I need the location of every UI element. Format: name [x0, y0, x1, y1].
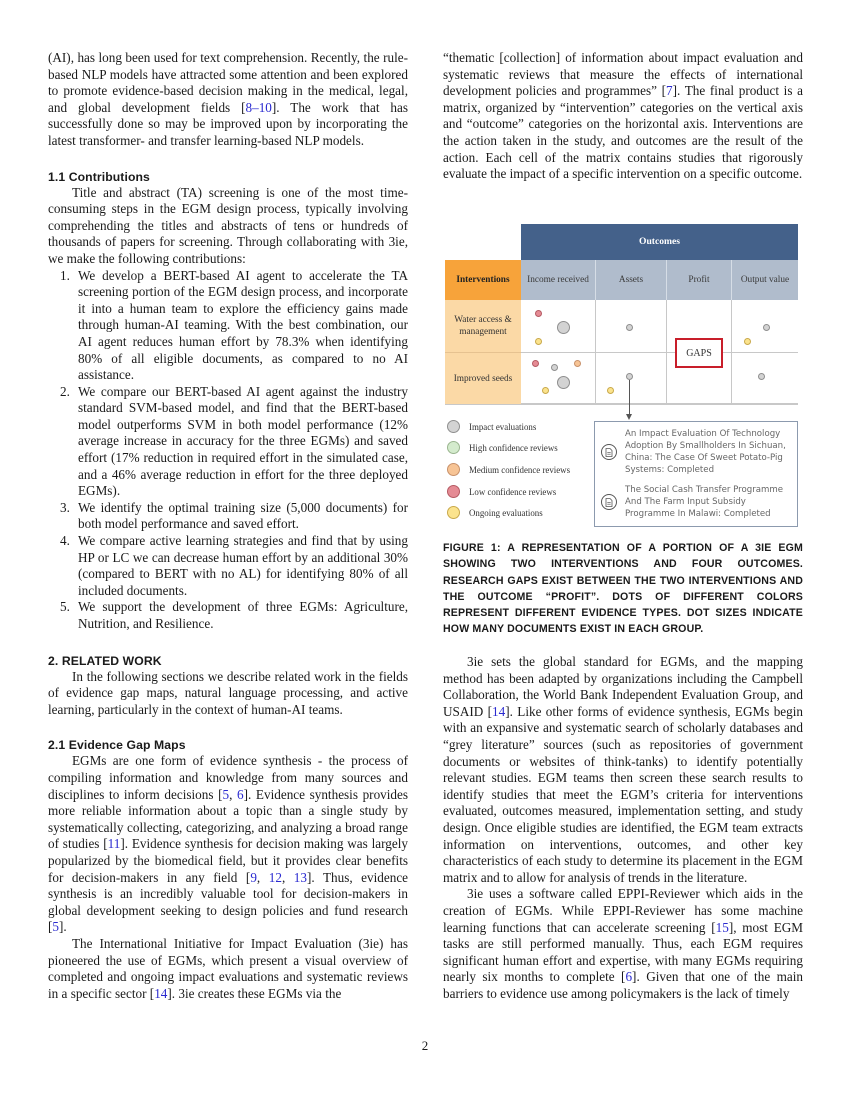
column-header-profit: Profit	[667, 260, 732, 300]
contributions-list	[48, 268, 408, 633]
row-header-improved-seeds: Improved seeds	[445, 353, 521, 404]
intro-paragraph: (AI), has long been used for text comprehension. Recently, the rule-based NLP models have attracted some attention and been explored to promote evidence-based decision making in the medical, legal, and global development fields [8–10]. The work that has successfully done so may be improved upon by incorporating the latest transformer- and transfer learning-based NLP models.	[48, 50, 408, 148]
impact-evaluation-dot[interactable]	[626, 324, 633, 331]
legend-dot-icon	[447, 463, 460, 476]
contribution-item: 2. We compare our BERT-based AI agent against the industry standard SVM-based model, and find that the BERT-based model outperforms SVM in both model performance (12% average increase in accuracy for the three EGMs) and saved effort (17% reduction in required effort in the simulated case, and a 46% average reduction in effort for the three deployed EGMs).	[60, 383, 408, 499]
citation-link[interactable]: 5	[222, 786, 230, 802]
outcomes-header: Outcomes	[521, 224, 798, 260]
impact-evaluation-dot[interactable]	[551, 364, 558, 371]
low-confidence-dot[interactable]	[535, 310, 542, 317]
page-number: 2	[421, 1038, 429, 1053]
legend-item-high-confidence: High confidence reviews	[447, 441, 558, 454]
matrix-cell[interactable]	[732, 353, 798, 404]
medium-confidence-dot[interactable]	[574, 360, 581, 367]
connector-line	[629, 380, 630, 415]
citation-link[interactable]: 6	[237, 786, 244, 802]
global-standard-paragraph: 3ie sets the global standard for EGMs, and the mapping method has been adapted by organizations including the Campbell Collaboration, the World Bank Independent Evaluation Group, and USAID [14]. Like other forms of evidence synthesis, EGMs begin with an expansive and systematic search of scholarly databases and “grey literature” sources (such as repositories of government documents or websites of think-tanks) to identify potentially relevant studies. EGM teams then screen these search results to identify studies that meet the EGM’s criteria for interventions evaluated, outcomes measured, implementation setting, and study design. Once eligible studies are identified, the EGM team extracts information on interventions, outcomes, and other key characteristics of each study to determine its placement in the EGM matrix and to allow for analysis of trends in the literature.	[443, 654, 803, 885]
gaps-label: GAPS	[675, 338, 723, 368]
impact-evaluation-dot[interactable]	[626, 373, 633, 380]
citation-link[interactable]: 12	[268, 869, 282, 885]
ongoing-evaluation-dot[interactable]	[542, 387, 549, 394]
ongoing-evaluation-dot[interactable]	[607, 387, 614, 394]
right-column-top	[443, 50, 803, 183]
citation-link[interactable]: 6	[625, 969, 633, 985]
document-icon	[601, 444, 617, 460]
citation-link[interactable]: 11	[107, 836, 121, 852]
study-detail-popup	[594, 421, 798, 527]
legend-item-ongoing-evaluations: Ongoing evaluations	[447, 506, 543, 519]
legend-dot-icon	[447, 506, 460, 519]
left-column	[48, 50, 408, 1002]
citation-link[interactable]: 14	[492, 703, 506, 719]
legend-dot-icon	[447, 441, 460, 454]
figure-caption: FIGURE 1: A REPRESENTATION OF A PORTION OF A 3IE EGM SHOWING TWO INTERVENTIONS AND FOUR OUTCOMES. RESEARCH GAPS EXIST BETWEEN THE TWO INTERVENTIONS AND THE OUTCOME “PROFIT”. DOTS OF DIFFERENT COLORS REPRESENT DIFFERENT EVIDENCE TYPES. DOT SIZES INDICATE HOW MANY DOCUMENTS EXIST IN EACH GROUP.	[443, 542, 803, 636]
contributions-intro: Title and abstract (TA) screening is one of the most time-consuming steps in the EGM design process, typically involving comprehending the titles and abstracts of tens or hundreds of thousands of papers for screening. Through collaborating with 3ie, we make the following contributions:	[48, 184, 408, 266]
impact-evaluation-dot[interactable]	[557, 321, 570, 334]
citation-link[interactable]: 14	[154, 985, 168, 1001]
arrow-down-icon	[626, 414, 632, 420]
egm-paragraph-1: EGMs are one form of evidence synthesis - the process of compiling information and knowledge from many sources and disciplines to inform decisions [5, 6]. Evidence synthesis provides more reliable information about a topic than a single study by systematically collecting, categorizing, and analyzing a broad range of studies [11]. Evidence synthesis for decision making was largely popularized by the biomedical field, but it provides clear benefits for decision-makers in any field [9, 12, 13]. Thus, evidence synthesis is an incredibly valuable tool for decision-makers in global development seeking to design policies and fund research [5].	[48, 753, 409, 935]
section-heading-evidence-gap-maps: 2.1 Evidence Gap Maps	[48, 738, 186, 753]
section-heading-contributions: 1.1 Contributions	[48, 169, 150, 184]
legend-dot-icon	[447, 420, 460, 433]
contribution-item: 1. We develop a BERT-based AI agent to accelerate the TA screening portion of the EGM design process, and incorporate it into a human team to explore the efficiency gains made through human-AI teaming. With the best combination, our AI agent reduces human effort by 78.3% when identifying 80% of all eligible documents, as compared to no AI assistance.	[60, 267, 408, 383]
ongoing-evaluation-dot[interactable]	[535, 338, 542, 345]
document-icon	[601, 494, 617, 510]
citation-link[interactable]: 5	[52, 919, 59, 935]
impact-evaluation-dot[interactable]	[758, 373, 765, 380]
column-header-output-value: Output value	[732, 260, 798, 300]
citation-link[interactable]: 8–10	[245, 99, 272, 115]
study-entry[interactable]: The Social Cash Transfer Programme And The Farm Input Subsidy Programme In Malawi: Completed	[595, 484, 797, 520]
legend-item-low-confidence: Low confidence reviews	[447, 485, 556, 498]
section-heading-related-work: 2. RELATED WORK	[48, 653, 162, 668]
related-work-intro: In the following sections we describe related work in the fields of evidence gap maps, natural language processing, and active learning, particularly in the context of human-AI teams.	[48, 668, 408, 717]
contribution-item: 3. We identify the optimal training size (5,000 documents) for both model performance and saved effort.	[60, 499, 408, 532]
low-confidence-dot[interactable]	[532, 360, 539, 367]
legend-dot-icon	[447, 485, 460, 498]
ongoing-evaluation-dot[interactable]	[744, 338, 751, 345]
citation-link[interactable]: 9	[250, 869, 257, 885]
row-header-water-access: Water access & management	[445, 300, 521, 353]
egm-paragraph-2: The International Initiative for Impact Evaluation (3ie) has pioneered the use of EGMs, which present a visual overview of completed and ongoing impact evaluations and systematic reviews in a specific sector [14]. 3ie creates these EGMs via the	[48, 935, 408, 1001]
eppi-reviewer-paragraph: 3ie uses a software called EPPI-Reviewer which aids in the creation of EGMs. While EPPI-Reviewer has some machine learning functions that can accelerate screening [15], most EGM tasks are still performed manually. Thus, each EGM requires significant human effort and expertise, with many EGMs requiring nearly six months to complete [6]. Given that one of the main barriers to evidence use among policymakers is the lack of timely	[443, 886, 803, 1001]
legend-item-impact-evaluations: Impact evaluations	[447, 420, 536, 433]
contribution-item: 4. We compare active learning strategies and find that by using HP or LC we can decrease human effort by an additional 30% (compared to BERT with no AL) for identifying 80% of all included documents.	[60, 533, 408, 598]
citation-link[interactable]: 7	[666, 83, 673, 99]
citation-link[interactable]: 13	[293, 869, 307, 885]
legend-item-medium-confidence: Medium confidence reviews	[447, 463, 570, 476]
matrix-description-paragraph: “thematic [collection] of information about impact evaluation and systematic reviews that measure the effects of international development policies and programmes” [7]. The final product is a matrix, organized by “intervention” categories on the vertical axis and “outcome” categories on the horizontal axis. Interventions are the action taken in the study, and outcomes are the result of the action. Each cell of the matrix contains studies that rigorously evaluate the impact of a specific intervention on a specific outcome.	[443, 50, 803, 182]
column-header-income-received: Income received	[521, 260, 596, 300]
study-entry[interactable]: An Impact Evaluation Of Technology Adoption By Smallholders In Sichuan, China: The Case Of Sweet Potato-Pig Systems: Completed	[595, 428, 797, 476]
table-bottom-border	[445, 404, 798, 405]
impact-evaluation-dot[interactable]	[763, 324, 770, 331]
citation-link[interactable]: 15	[715, 919, 729, 935]
right-column-bottom	[443, 654, 803, 1002]
contribution-item: 5. We support the development of three EGMs: Agriculture, Nutrition, and Resilience.	[60, 599, 408, 631]
impact-evaluation-dot[interactable]	[557, 376, 570, 389]
column-header-assets: Assets	[596, 260, 667, 300]
interventions-header: Interventions	[445, 260, 521, 300]
